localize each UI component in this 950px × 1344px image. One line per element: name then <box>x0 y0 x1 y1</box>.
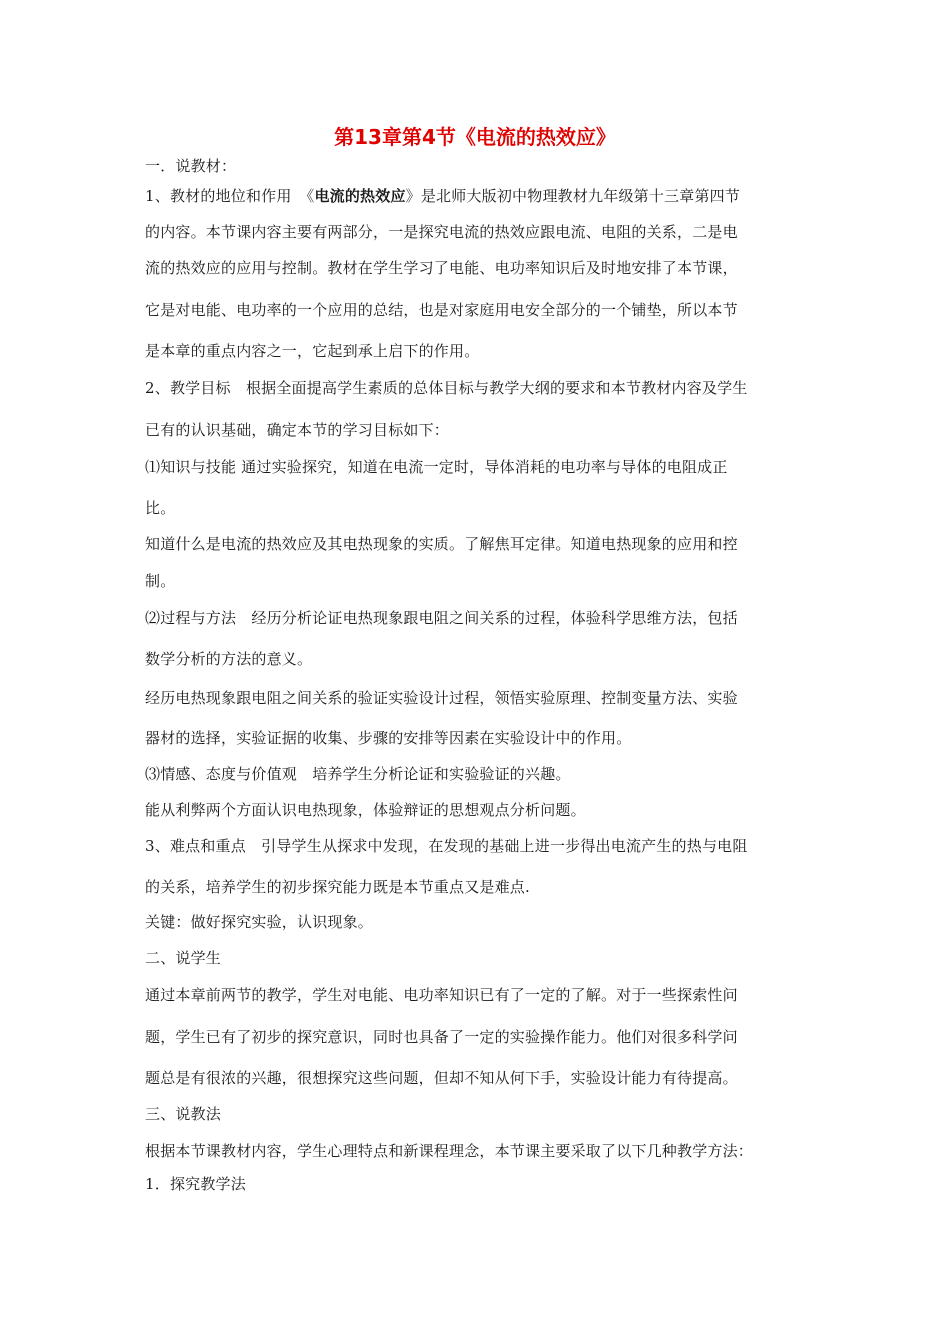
text-segment: 1、教材的地位和作用 《 <box>145 187 315 205</box>
paragraph-line: 通过本章前两节的教学，学生对电能、电功率知识已有了一定的了解。对于一些探索性问 <box>145 986 738 1004</box>
section-heading-textbook: 一．说教材： <box>145 157 237 175</box>
paragraph-line: 题总是有很浓的兴趣，很想探究这些问题，但却不知从何下手，实验设计能力有待提高。 <box>145 1069 738 1087</box>
paragraph-line: 制。 <box>145 572 176 590</box>
text-segment: 》是北师大版初中物理教材九年级第十三章第四节 <box>405 187 741 205</box>
bold-term: 电流的热效应 <box>314 187 406 205</box>
list-item: 1．探究教学法 <box>145 1175 246 1193</box>
paragraph-line <box>145 185 815 207</box>
paragraph-line: ⑶情感、态度与价值观 培养学生分析论证和实验验证的兴趣。 <box>145 765 571 783</box>
paragraph-line: 的内容。本节课内容主要有两部分，一是探究电流的热效应跟电流、电阻的关系，二是电 <box>145 223 738 241</box>
paragraph-line: 器材的选择，实验证据的收集、步骤的安排等因素在实验设计中的作用。 <box>145 729 632 747</box>
paragraph-line: ⑴知识与技能 通过实验探究，知道在电流一定时，导体消耗的电功率与导体的电阻成正 <box>145 458 728 476</box>
paragraph-line: 能从利弊两个方面认识电热现象，体验辩证的思想观点分析问题。 <box>145 801 586 819</box>
paragraph-line: 3、难点和重点 引导学生从探求中发现，在发现的基础上进一步得出电流产生的热与电阻 <box>145 837 748 855</box>
paragraph-line: 的关系，培养学生的初步探究能力既是本节重点又是难点. <box>145 878 530 896</box>
paragraph-line: ⑵过程与方法 经历分析论证电热现象跟电阻之间关系的过程，体验科学思维方法，包括 <box>145 609 738 627</box>
paragraph-line: 数学分析的方法的意义。 <box>145 650 313 668</box>
paragraph-line: 题，学生已有了初步的探究意识，同时也具备了一定的实验操作能力。他们对很多科学问 <box>145 1028 738 1046</box>
paragraph-line: 2、教学目标 根据全面提高学生素质的总体目标与教学大纲的要求和本节教材内容及学生 <box>145 379 748 397</box>
paragraph-line: 是本章的重点内容之一，它起到承上启下的作用。 <box>145 342 480 360</box>
paragraph-line: 关键：做好探究实验，认识现象。 <box>145 913 374 931</box>
page-title: 第13章第4节《电流的热效应》 <box>334 125 616 149</box>
paragraph-line: 已有的认识基础，确定本节的学习目标如下： <box>145 421 450 439</box>
paragraph-line: 根据本节课教材内容，学生心理特点和新课程理念，本节课主要采取了以下几种教学方法： <box>145 1142 754 1160</box>
paragraph-line: 比。 <box>145 499 176 517</box>
paragraph-line: 经历电热现象跟电阻之间关系的验证实验设计过程，领悟实验原理、控制变量方法、实验 <box>145 689 738 707</box>
paragraph-line: 它是对电能、电功率的一个应用的总结，也是对家庭用电安全部分的一个铺垫，所以本节 <box>145 301 738 319</box>
section-heading-teaching-methods: 三、说教法 <box>145 1105 222 1123</box>
paragraph-line: 知道什么是电流的热效应及其电热现象的实质。了解焦耳定律。知道电热现象的应用和控 <box>145 535 738 553</box>
section-heading-students: 二、说学生 <box>145 949 222 967</box>
paragraph-line: 流的热效应的应用与控制。教材在学生学习了电能、电功率知识后及时地安排了本节课， <box>145 259 738 277</box>
